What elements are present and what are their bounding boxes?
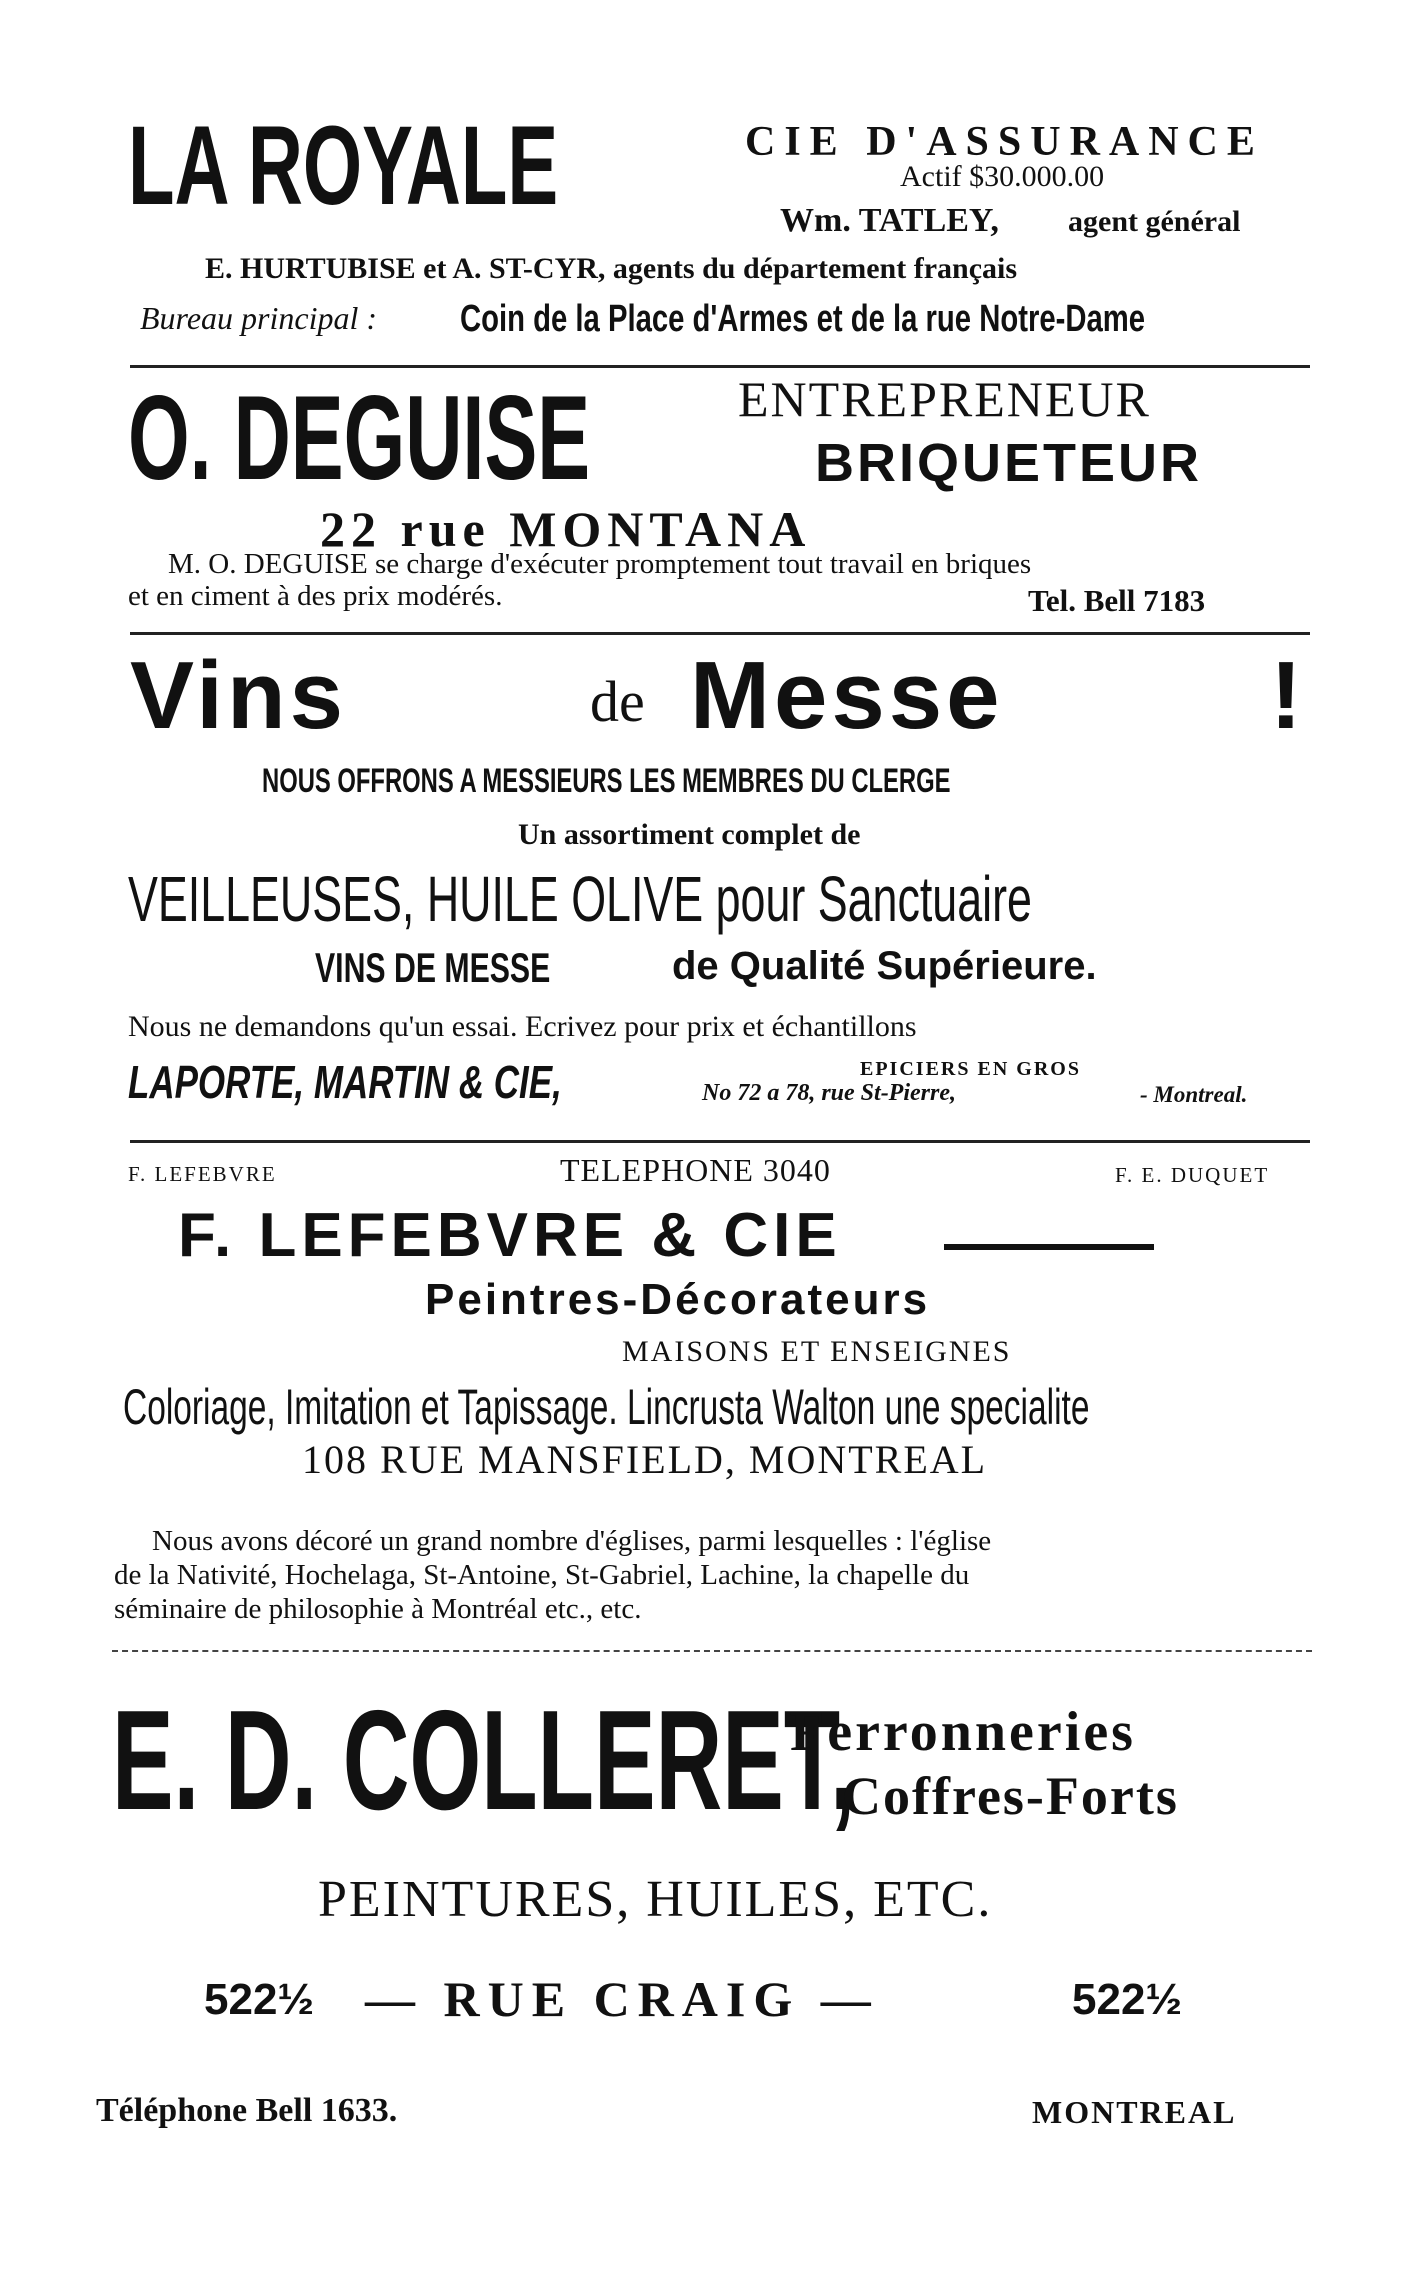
colleret-num-left: 522½ (204, 1975, 315, 2024)
vins-headline-excl: ! (1270, 642, 1302, 749)
lefebvre-address: 108 RUE MANSFIELD, MONTREAL (302, 1437, 988, 1482)
flourish-line (944, 1244, 1154, 1250)
lefebvre-services: Coloriage, Imitation et Tapissage. Lincrusta Walton une specialite (123, 1379, 1090, 1435)
vins-products: VEILLEUSES, HUILE OLIVE pour Sanctuaire (128, 863, 1032, 935)
lefebvre-firm: F. LEFEBVRE & CIE (178, 1201, 842, 1270)
lefebvre-telephone: TELEPHONE 3040 (560, 1152, 831, 1188)
deguise-title-1: ENTREPRENEUR (738, 371, 1151, 427)
lefebvre-para-3: séminaire de philosophie à Montréal etc., etc. (114, 1593, 642, 1625)
vins-firm-address: No 72 a 78, rue St-Pierre, (702, 1080, 956, 1106)
lefebvre-trade: Peintres-Décorateurs (425, 1275, 931, 1324)
lefebvre-left-name: F. LEFEBVRE (128, 1162, 277, 1186)
colleret-num-right: 522½ (1072, 1975, 1183, 2024)
divider (130, 365, 1310, 368)
divider (130, 632, 1310, 635)
royale-bureau-label: Bureau principal : (140, 300, 377, 336)
royale-agent-role: agent général (1068, 205, 1241, 238)
vins-de-messe: VINS DE MESSE (315, 944, 551, 991)
deguise-address: 22 rue MONTANA (320, 501, 812, 557)
colleret-street: — RUE CRAIG — (365, 1971, 879, 2027)
colleret-name: E. D. COLLERET, (112, 1681, 856, 1840)
vins-firm: LAPORTE, MARTIN & CIE, (128, 1056, 562, 1108)
divider (112, 1650, 1312, 1652)
royale-agent: Wm. TATLEY, (780, 202, 999, 239)
colleret-products: PEINTURES, HUILES, ETC. (318, 1871, 993, 1928)
royale-agents-line: E. HURTUBISE et A. ST-CYR, agents du département français (205, 252, 1018, 285)
vins-assort: Un assortiment complet de (518, 818, 861, 851)
colleret-city: MONTREAL (1032, 2094, 1237, 2130)
vins-demande: Nous ne demandons qu'un essai. Ecrivez pour prix et échantillons (128, 1010, 917, 1043)
deguise-tel: Tel. Bell 7183 (1028, 583, 1206, 618)
lefebvre-para-2: de la Nativité, Hochelaga, St-Antoine, St-Gabriel, Lachine, la chapelle du (114, 1559, 970, 1591)
vins-epiciers: EPICIERS EN GROS (860, 1058, 1081, 1080)
divider (130, 1140, 1310, 1143)
deguise-desc-2: et en ciment à des prix modérés. (128, 580, 503, 612)
vins-headline-b: Messe (690, 642, 1004, 749)
royale-actif: Actif $30.000.00 (900, 160, 1105, 193)
vins-offer: NOUS OFFRONS A MESSIEURS LES MEMBRES DU CLERGE (262, 762, 951, 800)
vins-headline-a: Vins (130, 642, 347, 749)
colleret-line-1: Ferronneries (790, 1701, 1136, 1763)
lefebvre-para-1: Nous avons décoré un grand nombre d'églises, parmi lesquelles : l'église (152, 1525, 992, 1557)
colleret-line-2: Coffres-Forts (842, 1766, 1179, 1826)
royale-bureau-address: Coin de la Place d'Armes et de la rue Notre-Dame (460, 298, 1146, 340)
deguise-title-2: BRIQUETEUR (815, 433, 1203, 493)
deguise-desc-1: M. O. DEGUISE se charge d'exécuter promptement tout travail en briques (168, 548, 1032, 580)
vins-headline-de: de (590, 669, 645, 734)
lefebvre-sub: MAISONS ET ENSEIGNES (622, 1335, 1012, 1368)
royale-name: LA ROYALE (128, 103, 559, 228)
vins-firm-city: - Montreal. (1140, 1082, 1248, 1107)
lefebvre-right-name: F. E. DUQUET (1115, 1163, 1270, 1187)
colleret-telephone: Téléphone Bell 1633. (96, 2092, 398, 2129)
royale-company: CIE D'ASSURANCE (745, 119, 1264, 165)
vins-qualite: de Qualité Supérieure. (672, 944, 1097, 988)
deguise-name: O. DEGUISE (128, 371, 591, 505)
